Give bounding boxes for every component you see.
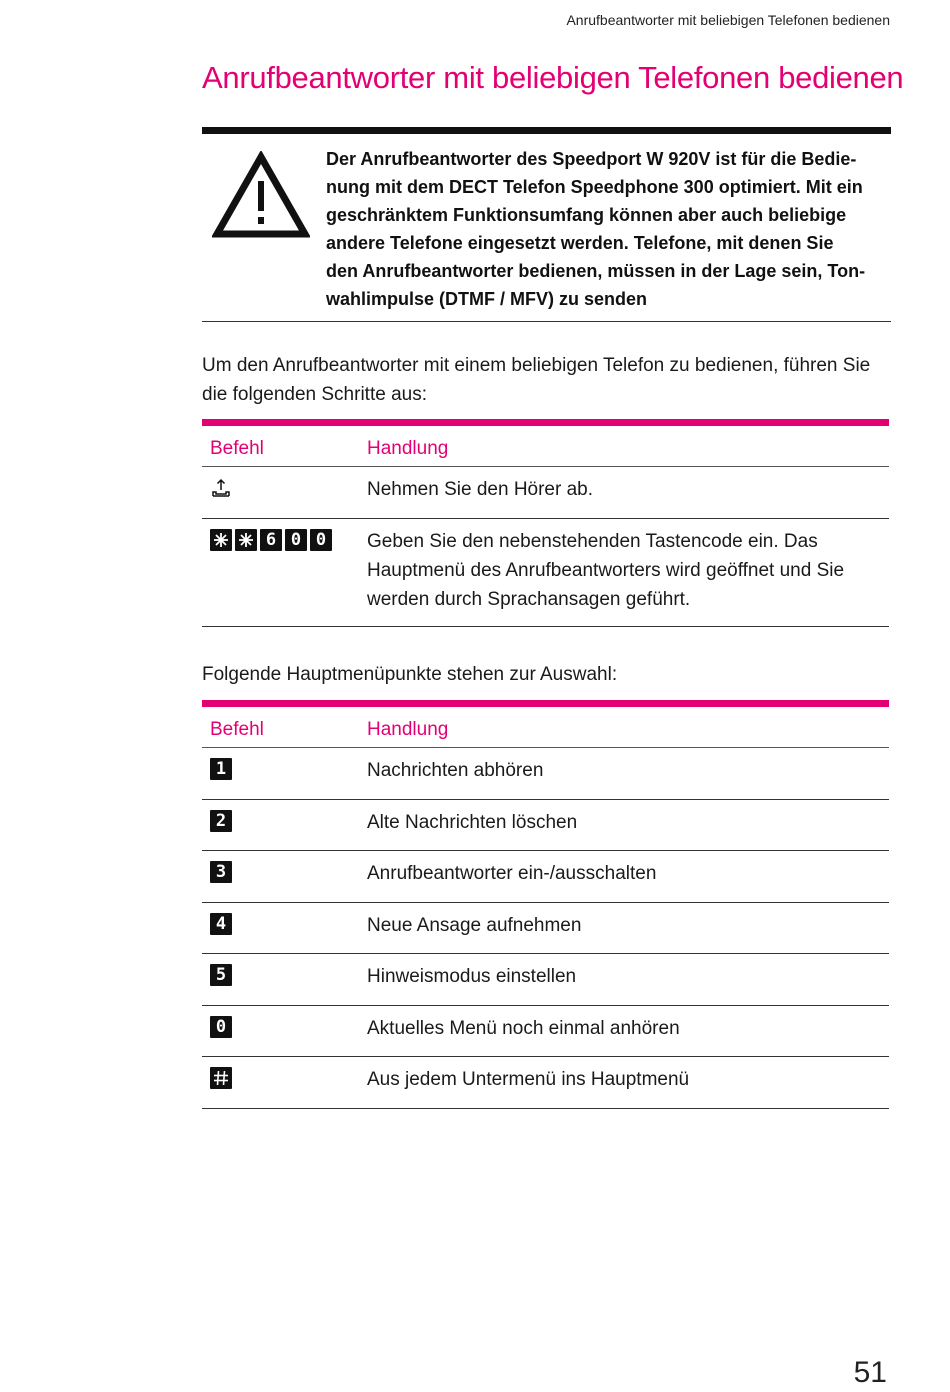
- header-action: Handlung: [367, 438, 449, 459]
- table-row: [202, 851, 889, 903]
- action-text: Nachrichten abhören: [367, 760, 544, 781]
- key-0: 0: [310, 529, 332, 551]
- table-row: [202, 519, 889, 627]
- action-text: Geben Sie den nebenstehenden Tastencode ein. Das Hauptmenü des Anrufbeantworters wird geöffnet und Sie werden durch Sprachansagen geführt.: [367, 531, 845, 610]
- action-text: Neue Ansage aufnehmen: [367, 915, 582, 936]
- key-4: 4: [210, 913, 232, 935]
- warning-box: [202, 127, 891, 322]
- table-row: [202, 800, 889, 851]
- star-key-icon: [210, 529, 232, 551]
- menu-intro-paragraph: Folgende Hauptmenüpunkte stehen zur Auswahl:: [202, 664, 618, 685]
- key-1: 1: [210, 758, 232, 780]
- header-command: Befehl: [210, 438, 264, 459]
- command-table-start: [202, 419, 889, 627]
- table-row: [202, 903, 889, 954]
- command-keys: [210, 529, 332, 551]
- intro-paragraph: Um den Anrufbeantworter mit einem beliebigen Telefon zu bedienen, führen Sie die folgenden Schritte aus:: [202, 355, 871, 405]
- star-key-icon: [235, 529, 257, 551]
- table-header: [202, 419, 889, 467]
- handset-off-hook-icon: [210, 477, 232, 504]
- action-text: Alte Nachrichten löschen: [367, 812, 578, 833]
- table-row: [202, 1006, 889, 1057]
- page-number: 51: [853, 1356, 887, 1389]
- warning-triangle-icon: [212, 151, 310, 239]
- table-row: [202, 467, 889, 519]
- action-text: Anrufbeantworter ein-/ausschalten: [367, 863, 657, 884]
- key-0: 0: [285, 529, 307, 551]
- action-text: Hinweismodus einstellen: [367, 966, 577, 987]
- key-5: 5: [210, 964, 232, 986]
- header-action: Handlung: [367, 719, 449, 740]
- table-row: [202, 748, 889, 800]
- running-header: Anrufbeantworter mit beliebigen Telefonen bedienen: [566, 12, 890, 28]
- key-0: 0: [210, 1016, 232, 1038]
- action-text: Aktuelles Menü noch einmal anhören: [367, 1018, 680, 1039]
- action-text: Nehmen Sie den Hörer ab.: [367, 479, 594, 500]
- key-6: 6: [260, 529, 282, 551]
- table-row: [202, 954, 889, 1006]
- hash-key-icon: [210, 1067, 232, 1089]
- table-header: [202, 700, 889, 748]
- action-text: Aus jedem Untermenü ins Hauptmenü: [367, 1069, 690, 1090]
- warning-text: Der Anrufbeantworter des Speedport W 920V ist für die Bedie- nung mit dem DECT Telefon Speedphone 300 optimiert. Mit ein geschränktem Funktionsumfang können aber auch beliebige andere Telefone eingesetzt werden. Telefone, mit denen Sie den Anrufbeantworter bedienen, müssen in der Lage sein, Ton- wahlimpulse (DTMF / MFV) zu senden: [326, 149, 866, 309]
- key-3: 3: [210, 861, 232, 883]
- command-keys: [210, 477, 232, 504]
- table-row: [202, 1057, 889, 1109]
- header-command: Befehl: [210, 719, 264, 740]
- command-table-menu: [202, 700, 889, 1109]
- page-title: Anrufbeantworter mit beliebigen Telefonen bedienen: [202, 60, 904, 95]
- key-2: 2: [210, 810, 232, 832]
